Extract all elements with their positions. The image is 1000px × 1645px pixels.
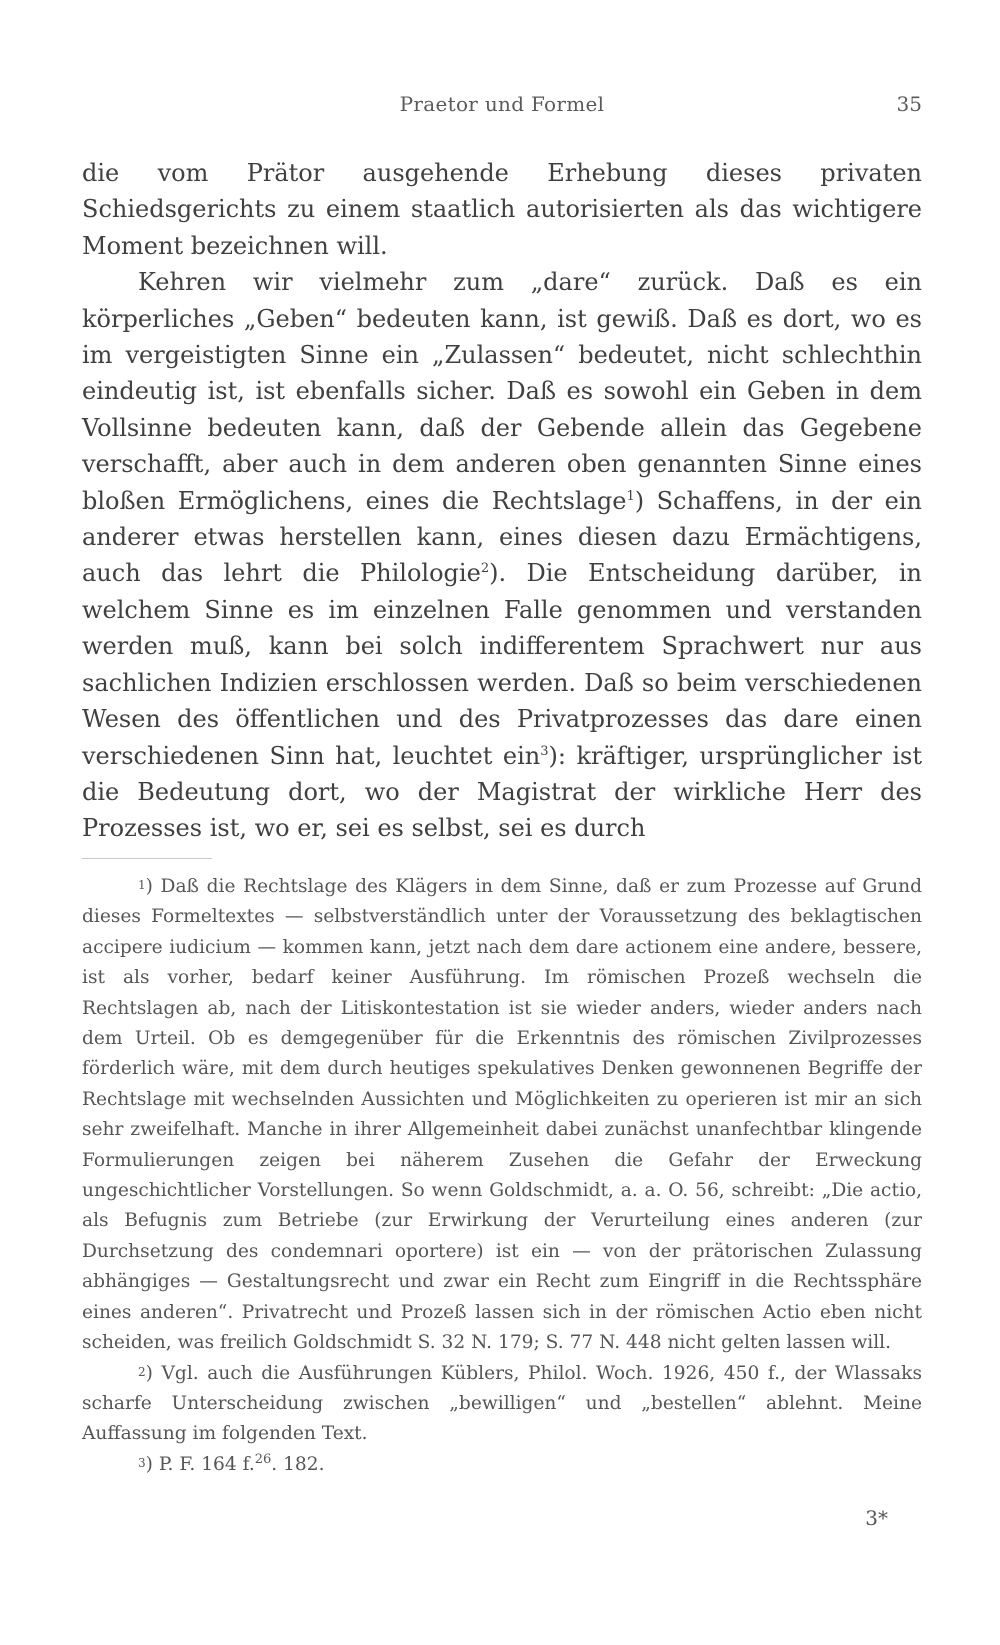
- paragraph-continued: die vom Prätor ausgehende Erhebung dieses privaten Schiedsgerichts zu einem staatlich autorisierten als das wichtigere Moment bezeichnen will.: [82, 159, 922, 260]
- page-header: [82, 92, 922, 122]
- paragraph-dare: [82, 264, 922, 847]
- footnote-3: $^3$) P. F. 164 f.$^{26}$. 182.: [138, 1451, 325, 1475]
- footnote-text: Daß die Rechtslage des Klägers in dem Sinne, daß er zum Prozesse auf Grund dieses Formeltextes — selbstverständlich unter der Voraussetzung des beklagtischen accipere iudicium — kommen kann, jetzt nach dem dare actionem eine andere, bessere, ist als vorher, bedarf keiner Ausführung. Im römischen Prozeß wechseln die Rechtslagen ab, nach der Litiskontestation ist sie wieder anders, wieder anders nach dem Urteil. Ob es demgegenüber für die Erkenntnis des römischen Zivilprozesses förderlich wäre, mit dem durch heutiges spekulatives Denken gewonnenen Begriffe der Rechtslage mit wechselnden Aussichten und Möglichkeiten zu operieren ist mir an sich sehr zweifelhaft. Manche in ihrer Allgemeinheit dabei zunächst unanfechtbar klingende Formulierungen zeigen bei näherem Zusehen die Gefahr der Erweckung ungeschichtlicher Vorstellungen. So wenn Goldschmidt, a. a. O. 56, schreibt: „Die actio, als Befugnis zum Betriebe (zur Erwirkung der Verurteilung eines anderen (zur Durchsetzung des condemnari oportere) ist ein — von der prätorischen Zulassung abhängiges — Gestaltungsrecht und zwar ein Recht zum Eingriff in die Rechtssphäre eines anderen“. Privatrecht und Prozeß lassen sich in der römischen Actio eben nicht scheiden, was freilich Goldschmidt S. 32 N. 179; S. 77 N. 448 nicht gelten lassen will.: [82, 876, 922, 1354]
- footnote-text: P. F. 164 f.: [158, 1453, 255, 1475]
- paragraph-text: Kehren wir vielmehr zum „dare“ zurück. Daß es ein körperliches „Geben“ bedeuten kann, ist gewiß. Daß es dort, wo es im vergeistigten Sinne ein „Zulassen“ bedeutet, nicht schlechthin eindeutig ist, ist ebenfalls sicher. Daß es sowohl ein Geben in dem Vollsinne bedeuten kann, daß der Gebende allein das Gegebene verschafft, aber auch in dem anderen oben genannten Sinne eines bloßen Ermöglichens, eines die Rechtslage: [82, 268, 922, 515]
- footnote-separator: [82, 858, 212, 859]
- footnote-text: Vgl. auch die Ausführungen Küblers, Philol. Woch. 1926, 450 f., der Wlassaks scharfe Unterscheidung zwischen „bewilligen“ und „bestellen“ ablehnt. Meine Auffassung im folgenden Text.: [82, 1362, 922, 1445]
- footnote-2: $^2$) Vgl. auch die Ausführungen Küblers, Philol. Woch. 1926, 450 f., der Wlassaks scharfe Unterscheidung zwischen „bewilligen“ und „bestellen“ ablehnt. Meine Auffassung im folgenden Text.: [82, 1362, 922, 1445]
- footnote-ref-3[interactable]: 3: [540, 743, 549, 759]
- footnote-mark: 1: [138, 878, 146, 892]
- paragraph-text: ). Die Entscheidung darüber, in welchem Sinne es im einzelnen Falle genommen und verstanden werden muß, kann bei solch indifferentem Sprachwert nur aus sachlichen Indizien erschlossen werden. Daß so beim verschiedenen Wesen des öffentlichen und des Privatprozesses das dare einen verschiedenen Sinn hat, leuchtet ein: [82, 559, 923, 770]
- footnote-superscript: 26: [254, 1451, 272, 1467]
- signature-mark: 3*: [865, 1506, 888, 1530]
- footnote-ref-1[interactable]: 1: [626, 488, 635, 504]
- footnote-1: $^1$) Daß die Rechtslage des Klägers in dem Sinne, daß er zum Prozesse auf Grund dieses Formeltextes — selbstverständlich unter der Voraussetzung des beklagtischen accipere iudicium — kommen kann, jetzt nach dem dare actionem eine andere, bessere, ist als vorher, bedarf keiner Ausführung. Im römischen Prozeß wechseln die Rechtslagen ab, nach der Litiskontestation ist sie wieder anders, wieder anders nach dem Urteil. Ob es demgegenüber für die Erkenntnis des römischen Zivilprozesses förderlich wäre, mit dem durch heutiges spekulatives Denken gewonnenen Begriffe der Rechtslage mit wechselnden Aussichten und Möglichkeiten zu operieren ist mir an sich sehr zweifelhaft. Manche in ihrer Allgemeinheit dabei zunächst unanfechtbar klingende Formulierungen zeigen bei näherem Zusehen die Gefahr der Erweckung ungeschichtlicher Vorstellungen. So wenn Goldschmidt, a. a. O. 56, schreibt: „Die actio, als Befugnis zum Betriebe (zur Erwirkung der Verurteilung eines anderen (zur Durchsetzung des condemnari oportere) ist ein — von der prätorischen Zulassung abhängiges — Gestaltungsrecht und zwar ein Recht zum Eingriff in die Rechtssphäre eines anderen“. Privatrecht und Prozeß lassen sich in der römischen Actio eben nicht scheiden, was freilich Goldschmidt S. 32 N. 179; S. 77 N. 448 nicht gelten lassen will.: [82, 876, 922, 1354]
- running-title: Praetor und Formel: [399, 92, 605, 116]
- footnotes: [82, 872, 922, 1480]
- footnote-mark: 3: [138, 1455, 146, 1470]
- paragraph-text: ) Schaffens, in der ein anderer etwas herstellen kann, eines diesen dazu Ermächtigens, auch das lehrt die Philologie: [82, 486, 922, 588]
- footnote-ref-2[interactable]: 2: [480, 561, 490, 577]
- footnote-text: . 182.: [271, 1453, 325, 1475]
- footnote-mark: 2: [138, 1364, 146, 1379]
- paragraph-text: ): kräftiger, ursprünglicher ist die Bedeutung dort, wo der Magistrat der wirkliche Herr des Prozesses ist, wo er, sei es selbst, sei es durch: [82, 741, 922, 843]
- main-text: [82, 155, 922, 847]
- page-number: 35: [896, 92, 922, 116]
